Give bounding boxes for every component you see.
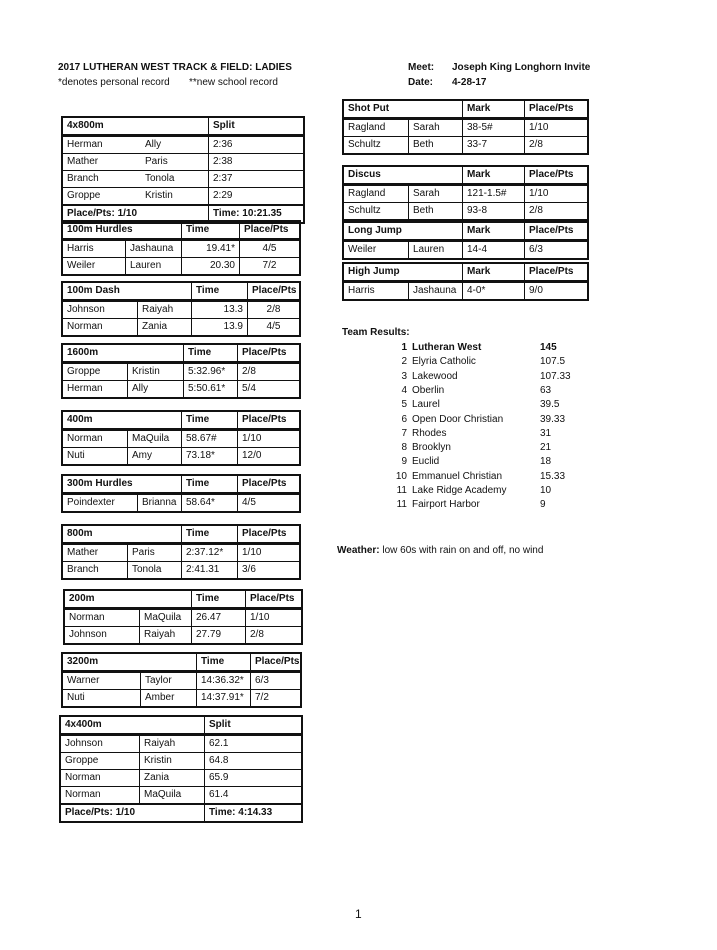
team-name: Lakewood	[412, 370, 458, 382]
weather-text: low 60s with rain on and off, no wind	[379, 545, 544, 556]
athlete-last: Warner	[67, 675, 100, 686]
weather-note	[337, 545, 543, 556]
athlete-first: Brianna	[137, 495, 181, 511]
run-200-table	[63, 589, 303, 645]
split: 62.1	[204, 736, 301, 752]
long-jump-table	[342, 221, 589, 260]
athlete-first: Sarah	[408, 120, 462, 136]
team-rank: 11	[396, 499, 407, 511]
run-1600-table	[61, 343, 301, 399]
team-points: 10	[540, 485, 552, 496]
team-points: 39.33	[540, 413, 566, 425]
time: 5:32.96*	[183, 364, 237, 380]
team-name: Lutheran West	[412, 342, 482, 353]
athlete-first: Raiyah	[139, 627, 191, 643]
team-rank: 5	[401, 399, 407, 411]
event-name: 400m	[67, 414, 93, 425]
split: 2:36	[208, 137, 303, 153]
discus-table	[342, 165, 589, 221]
team-rank: 2	[401, 356, 407, 368]
athlete-last: Branch	[67, 564, 99, 575]
time: 14:37.91*	[196, 690, 250, 706]
place: 2/8	[524, 137, 587, 153]
athlete-first: MaQuila	[127, 431, 181, 447]
athlete-last: Johnson	[67, 304, 105, 315]
team-points: 145	[540, 342, 557, 353]
athlete-last: Weiler	[348, 244, 377, 255]
athlete-first: Ally	[127, 381, 183, 397]
meet-name: Joseph King Longhorn Invite	[452, 62, 591, 73]
athlete-last: Mather	[67, 156, 99, 167]
column-header: Split	[208, 118, 303, 134]
athlete-last: Norman	[69, 612, 105, 623]
mark-header: Mark	[462, 264, 524, 280]
place-header: Place/Pts	[239, 222, 299, 238]
athlete-first: Raiyah	[137, 302, 191, 318]
athlete-first: Beth	[408, 203, 462, 219]
place-header: Place/Pts	[250, 654, 300, 670]
meet-label: Meet:	[408, 62, 435, 73]
time-header: Time	[191, 283, 247, 299]
relay-time: Time: 4:14.33	[204, 805, 301, 821]
team-name: Fairport Harbor	[412, 499, 480, 511]
athlete-first: Ally	[145, 139, 162, 150]
mark: 14-4	[462, 242, 524, 258]
athlete-first: MaQuila	[139, 610, 191, 626]
event-name: 1600m	[67, 347, 99, 358]
athlete-last: Norman	[65, 772, 101, 783]
event-name: 100m Dash	[67, 285, 120, 296]
athlete-first: Amy	[127, 448, 181, 464]
shot-put-table	[342, 99, 589, 155]
team-points: 39.5	[540, 399, 560, 411]
pr-note: *denotes personal record	[58, 77, 170, 88]
run-3200-table	[61, 652, 302, 708]
team-rank: 7	[401, 427, 407, 439]
team-name: Oberlin	[412, 384, 445, 396]
place: 6/3	[250, 673, 300, 689]
place: 4/5	[237, 495, 299, 511]
mark-header: Mark	[462, 167, 524, 183]
team-name: Lake Ridge Academy	[412, 485, 507, 496]
place: 4/5	[247, 319, 299, 335]
team-name: Euclid	[412, 456, 440, 468]
relay-4x800-table	[61, 116, 305, 224]
split: 65.9	[204, 770, 301, 786]
meet-date: 4-28-17	[452, 77, 487, 88]
athlete-last: Harris	[67, 243, 94, 254]
place: 4/5	[239, 241, 299, 257]
place: 2/8	[524, 203, 587, 219]
time-header: Time	[181, 476, 237, 492]
event-name: Long Jump	[348, 225, 402, 236]
athlete-last: Ragland	[348, 188, 386, 199]
athlete-last: Johnson	[69, 629, 107, 640]
time: 2:41.31	[181, 562, 237, 578]
high-jump-table	[342, 262, 589, 301]
athlete-first: Lauren	[408, 242, 462, 258]
time: 13.9	[191, 319, 247, 335]
athlete-first: Kristin	[127, 364, 183, 380]
athlete-first: Paris	[127, 545, 181, 561]
athlete-last: Norman	[67, 321, 103, 332]
athlete-first: Jashauna	[408, 283, 462, 299]
athlete-last: Herman	[67, 139, 103, 150]
mark: 4-0*	[462, 283, 524, 299]
time: 27.79	[191, 627, 245, 643]
time-header: Time	[183, 345, 237, 361]
athlete-last: Weiler	[67, 260, 96, 271]
time-header: Time	[181, 412, 237, 428]
place: 1/10	[237, 431, 299, 447]
athlete-first: MaQuila	[139, 787, 204, 803]
team-name: Elyria Catholic	[412, 356, 476, 368]
place: 1/10	[524, 186, 587, 202]
relay-4x400-table	[59, 715, 303, 823]
team-name: Brooklyn	[412, 442, 451, 454]
place-header: Place/Pts	[524, 101, 587, 117]
team-name: Rhodes	[412, 427, 447, 439]
place: 7/2	[250, 690, 300, 706]
athlete-last: Poindexter	[67, 497, 115, 508]
team-name: Emmanuel Christian	[412, 470, 503, 482]
athlete-last: Ragland	[348, 122, 386, 133]
athlete-last: Schultz	[348, 139, 381, 150]
event-name: Shot Put	[348, 103, 390, 114]
team-rank: 11	[396, 485, 407, 496]
team-rank: 10	[395, 470, 407, 482]
event-name: 4x800m	[67, 120, 104, 131]
place: 2/8	[245, 627, 301, 643]
place-header: Place/Pts	[245, 591, 301, 607]
team-points: 9	[540, 499, 546, 511]
time: 2:37.12*	[181, 545, 237, 561]
team-points: 107.33	[540, 370, 571, 382]
place-header: Place/Pts	[524, 167, 587, 183]
time: 26.47	[191, 610, 245, 626]
team-points: 107.5	[540, 356, 566, 368]
athlete-first: Beth	[408, 137, 462, 153]
time: 5:50.61*	[183, 381, 237, 397]
place: 1/10	[237, 545, 299, 561]
time-header: Time	[181, 222, 239, 238]
team-points: 31	[540, 427, 552, 439]
school-record-note: **new school record	[189, 77, 278, 88]
athlete-last: Nuti	[67, 450, 85, 461]
place: 1/10	[245, 610, 301, 626]
hurdles-100-table	[61, 220, 301, 276]
athlete-first: Jashauna	[125, 241, 181, 257]
time: 58.64*	[181, 495, 237, 511]
team-rank: 1	[401, 342, 407, 353]
athlete-last: Johnson	[65, 738, 103, 749]
mark-header: Mark	[462, 223, 524, 239]
team-points: 21	[540, 442, 552, 454]
athlete-first: Tonola	[145, 173, 175, 184]
event-name: 3200m	[67, 656, 99, 667]
team-rank: 8	[401, 442, 407, 454]
place: 12/0	[237, 448, 299, 464]
time: 13.3	[191, 302, 247, 318]
team-results-heading: Team Results:	[342, 327, 410, 338]
time: 73.18*	[181, 448, 237, 464]
place-header: Place/Pts	[524, 264, 587, 280]
athlete-first: Zania	[139, 770, 204, 786]
mark: 121-1.5#	[462, 186, 524, 202]
place-header: Place/Pts	[237, 412, 299, 428]
weather-label: Weather:	[337, 545, 380, 556]
team-rank: 9	[401, 456, 407, 468]
athlete-first: Amber	[140, 690, 196, 706]
athlete-first: Lauren	[125, 258, 181, 274]
athlete-last: Mather	[67, 547, 99, 558]
team-points: 63	[540, 384, 552, 396]
athlete-last: Schultz	[348, 205, 381, 216]
time: 58.67#	[181, 431, 237, 447]
team-rank: 6	[401, 413, 407, 425]
event-name: 800m	[67, 528, 93, 539]
athlete-last: Branch	[67, 173, 99, 184]
team-points: 18	[540, 456, 552, 468]
team-points: 15.33	[540, 470, 566, 482]
athlete-first: Tonola	[127, 562, 181, 578]
place-header: Place/Pts	[524, 223, 587, 239]
split: 2:38	[208, 154, 303, 170]
athlete-first: Kristin	[145, 190, 173, 201]
team-rank: 3	[401, 370, 407, 382]
date-label: Date:	[408, 77, 434, 88]
team-name: Laurel	[412, 399, 440, 411]
team-rank: 4	[401, 384, 407, 396]
relay-time: Time: 10:21.35	[208, 206, 303, 222]
place-header: Place/Pts	[237, 526, 299, 542]
place: 2/8	[247, 302, 299, 318]
athlete-last: Groppe	[65, 755, 99, 766]
place: 6/3	[524, 242, 587, 258]
place-header: Place/Pts	[237, 476, 299, 492]
place: 2/8	[237, 364, 299, 380]
place: 5/4	[237, 381, 299, 397]
athlete-last: Groppe	[67, 190, 101, 201]
event-name: High Jump	[348, 266, 400, 277]
time-header: Time	[181, 526, 237, 542]
athlete-first: Taylor	[140, 673, 196, 689]
athlete-last: Norman	[65, 789, 101, 800]
place: 9/0	[524, 283, 587, 299]
mark: 33-7	[462, 137, 524, 153]
athlete-first: Sarah	[408, 186, 462, 202]
athlete-last: Harris	[348, 285, 375, 296]
mark: 38-5#	[462, 120, 524, 136]
athlete-last: Norman	[67, 433, 103, 444]
page-title: 2017 LUTHERAN WEST TRACK & FIELD: LADIES	[58, 62, 292, 73]
run-400-table	[61, 410, 301, 466]
split: 2:29	[208, 188, 303, 204]
time: 20.30	[181, 258, 239, 274]
athlete-last: Groppe	[67, 366, 101, 377]
athlete-first: Zania	[137, 319, 191, 335]
event-name: 100m Hurdles	[67, 224, 133, 235]
place-header: Place/Pts	[237, 345, 299, 361]
place: 7/2	[239, 258, 299, 274]
place: 1/10	[524, 120, 587, 136]
time-header: Time	[191, 591, 245, 607]
athlete-last: Nuti	[67, 692, 85, 703]
relay-place: Place/Pts: 1/10	[67, 208, 138, 219]
mark-header: Mark	[462, 101, 524, 117]
split: 61.4	[204, 787, 301, 803]
run-800-table	[61, 524, 301, 580]
event-name: 200m	[69, 593, 95, 604]
athlete-first: Paris	[145, 156, 168, 167]
hurdles-300-table	[61, 474, 301, 513]
place-header: Place/Pts	[247, 283, 299, 299]
relay-place: Place/Pts: 1/10	[65, 807, 136, 818]
time: 19.41*	[181, 241, 239, 257]
event-name: 4x400m	[65, 719, 102, 730]
dash-100-table	[61, 281, 301, 337]
time-header: Time	[196, 654, 250, 670]
time: 14:36.32*	[196, 673, 250, 689]
mark: 93-8	[462, 203, 524, 219]
column-header: Split	[204, 717, 301, 733]
place: 3/6	[237, 562, 299, 578]
page-number: 1	[355, 907, 362, 921]
split: 64.8	[204, 753, 301, 769]
event-name: 300m Hurdles	[67, 478, 133, 489]
split: 2:37	[208, 171, 303, 187]
athlete-first: Raiyah	[139, 736, 204, 752]
event-name: Discus	[348, 169, 381, 180]
athlete-last: Herman	[67, 383, 103, 394]
team-name: Open Door Christian	[412, 413, 504, 425]
athlete-first: Kristin	[139, 753, 204, 769]
